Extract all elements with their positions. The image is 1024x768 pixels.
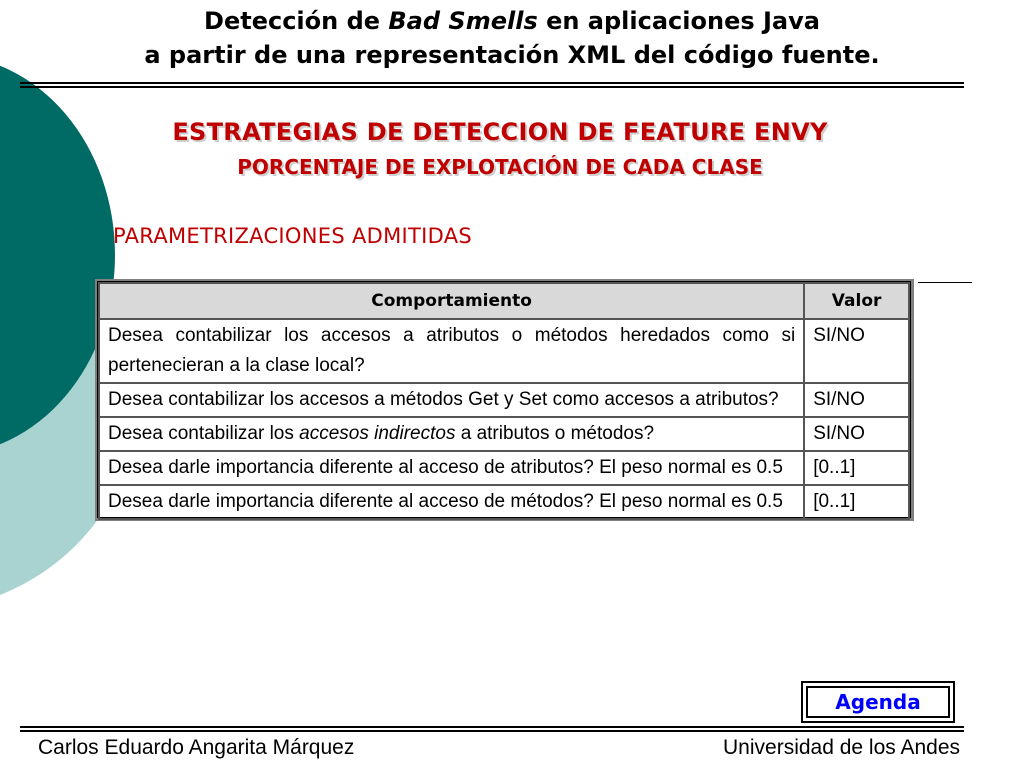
value-cell: [0..1]: [804, 451, 909, 485]
behavior-text: Desea contabilizar los: [108, 423, 300, 444]
params-table-frame: [95, 279, 914, 521]
params-table-inner: [97, 281, 911, 518]
agenda-button-label[interactable]: Agenda: [806, 686, 950, 718]
behavior-text: Desea darle importancia diferente al acceso de atributos? El peso normal es 0.5: [108, 457, 783, 478]
behavior-text-italic: accesos indirectos: [299, 423, 456, 444]
column-header-behavior: Comportamiento: [99, 283, 804, 319]
table-row: [99, 383, 909, 417]
table-row: [99, 451, 909, 485]
title-text-2: en aplicaciones Java: [537, 7, 820, 35]
title-line-2: a partir de una representación XML del código fuente.: [144, 41, 880, 69]
params-table: [98, 282, 910, 520]
params-title: PARAMETRIZACIONES ADMITIDAS: [113, 224, 473, 248]
table-row: [99, 485, 909, 519]
slide-title: [0, 4, 1024, 72]
value-cell: [0..1]: [804, 485, 909, 519]
behavior-cell: [99, 485, 804, 519]
value-cell: SI/NO: [804, 417, 909, 451]
behavior-text: Desea darle importancia diferente al acceso de métodos? El peso normal es 0.5: [108, 491, 783, 512]
agenda-button[interactable]: [801, 681, 955, 723]
table-header-row: [99, 283, 909, 319]
table-row: [99, 319, 909, 383]
footer-author: Carlos Eduardo Angarita Márquez: [38, 736, 355, 759]
value-cell: SI/NO: [804, 383, 909, 417]
column-header-value: Valor: [804, 283, 909, 319]
behavior-cell: [99, 383, 804, 417]
behavior-text: Desea contabilizar los accesos a métodos Get y Set como accesos a atributos?: [108, 389, 779, 410]
table-row: [99, 417, 909, 451]
value-cell: SI/NO: [804, 319, 909, 383]
header-divider: [20, 82, 964, 88]
behavior-text: Desea contabilizar los accesos a atributos o métodos heredados como si pertenecieran a la clase local?: [108, 325, 796, 376]
title-text-1: Detección de: [204, 7, 389, 35]
behavior-cell: [99, 451, 804, 485]
footer-institution: Universidad de los Andes: [723, 736, 960, 759]
footer-divider: [20, 726, 964, 732]
behavior-cell: [99, 319, 804, 383]
behavior-text-tail: a atributos o métodos?: [455, 423, 655, 444]
title-text-italic: Bad Smells: [388, 7, 538, 35]
title-line-1: [0, 4, 1024, 38]
section-heading: ESTRATEGIAS DE DETECCION DE FEATURE ENVY: [172, 118, 828, 146]
behavior-cell: [99, 417, 804, 451]
section-subheading: PORCENTAJE DE EXPLOTACIÓN DE CADA CLASE: [237, 155, 763, 179]
decorative-line: [918, 282, 972, 283]
